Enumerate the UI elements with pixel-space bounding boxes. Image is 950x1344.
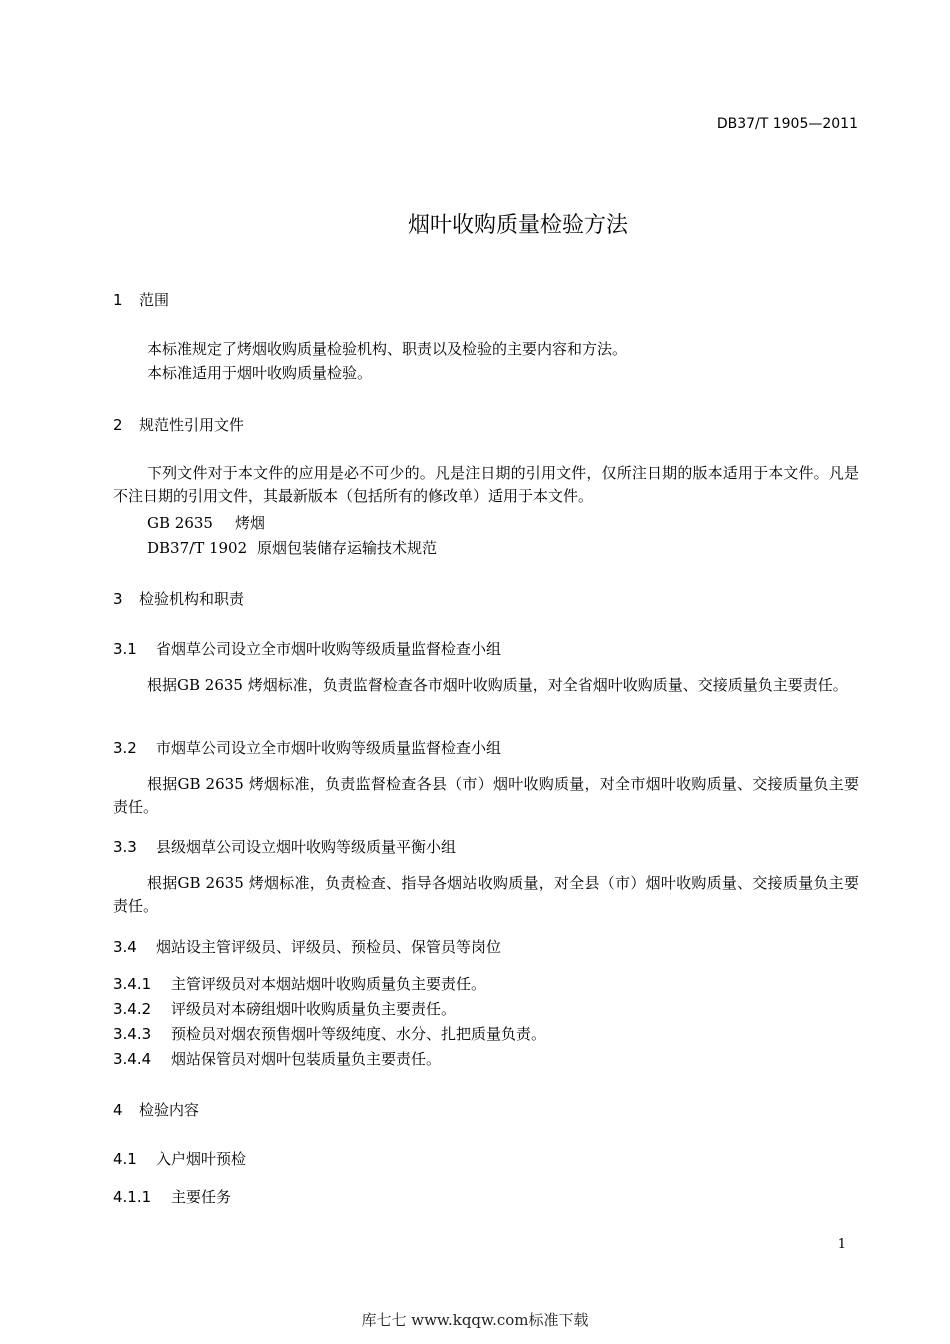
paragraph: 本标准规定了烤烟收购质量检验机构、职责以及检验的主要内容和方法。	[147, 340, 628, 358]
item-number: 3.4.1	[113, 975, 152, 993]
footer-watermark: 库七七 www.kqqw.com标准下载	[361, 1311, 589, 1329]
subsection-number: 3.1	[113, 640, 137, 658]
subsection-number: 4.1	[113, 1150, 137, 1168]
item-text: 主管评级员对本烟站烟叶收购质量负主要责任。	[171, 975, 487, 993]
subsection-number: 3.4	[113, 938, 137, 956]
reference-name: 烤烟	[235, 514, 266, 532]
item-text: 评级员对本磅组烟叶收购质量负主要责任。	[171, 1000, 457, 1018]
list-item	[113, 1048, 441, 1069]
section-4-heading	[113, 1099, 199, 1120]
section-title: 范围	[139, 291, 170, 309]
paragraph: 根据GB 2635 烤烟标准，负责监督检查各市烟叶收购质量，对全省烟叶收购质量、交接质量负主要责任。	[147, 676, 848, 694]
item-number: 3.4.2	[113, 1000, 152, 1018]
reference-code: GB 2635	[147, 514, 213, 532]
section-number: 3	[113, 590, 123, 608]
page-number: 1	[837, 1237, 846, 1252]
reference-item	[147, 512, 265, 533]
section-number: 2	[113, 416, 123, 434]
list-item	[113, 1023, 546, 1044]
section-title: 检验机构和职责	[139, 590, 245, 608]
list-item	[113, 973, 486, 994]
section-2-heading	[113, 414, 244, 435]
item-number: 3.4.3	[113, 1025, 152, 1043]
section-3-heading	[113, 588, 244, 609]
subsection-title: 县级烟草公司设立烟叶收购等级质量平衡小组	[156, 838, 457, 856]
paragraph: 下列文件对于本文件的应用是必不可少的。凡是注日期的引用文件，仅所注日期的版本适用于本文件。凡是不注日期的引用文件，其最新版本（包括所有的修改单）适用于本文件。	[113, 464, 859, 505]
subsection-3-4-heading	[113, 936, 501, 957]
subsection-title: 市烟草公司设立全市烟叶收购等级质量监督检查小组	[156, 739, 502, 757]
reference-code: DB37/T 1902	[147, 539, 248, 557]
section-number: 4	[113, 1101, 123, 1119]
standard-code: DB37/T 1905—2011	[716, 116, 858, 132]
subsection-title: 入户烟叶预检	[156, 1150, 247, 1168]
paragraph: 根据GB 2635 烤烟标准，负责检查、指导各烟站收购质量，对全县（市）烟叶收购质量、交接质量负主要责任。	[113, 874, 859, 915]
item-number: 3.4.4	[113, 1050, 152, 1068]
subsection-title: 主要任务	[171, 1188, 232, 1206]
subsection-number: 3.2	[113, 739, 137, 757]
paragraph: 根据GB 2635 烤烟标准，负责监督检查各县（市）烟叶收购质量，对全市烟叶收购质量、交接质量负主要责任。	[113, 775, 859, 816]
section-number: 1	[113, 291, 123, 309]
subsection-3-2-heading	[113, 737, 501, 758]
subsection-title: 省烟草公司设立全市烟叶收购等级质量监督检查小组	[156, 640, 502, 658]
document-title: 烟叶收购质量检验方法	[407, 213, 628, 238]
subsection-4-1-1-heading	[113, 1186, 231, 1207]
reference-item	[147, 537, 437, 558]
item-text: 预检员对烟农预售烟叶等级纯度、水分、扎把质量负责。	[171, 1025, 547, 1043]
subsection-number: 4.1.1	[113, 1188, 152, 1206]
subsection-3-1-heading	[113, 638, 501, 659]
reference-name: 原烟包装储存运输技术规范	[257, 539, 438, 557]
paragraph: 本标准适用于烟叶收购质量检验。	[147, 364, 373, 382]
section-title: 规范性引用文件	[139, 416, 245, 434]
subsection-title: 烟站设主管评级员、评级员、预检员、保管员等岗位	[156, 938, 502, 956]
section-1-heading	[113, 289, 169, 310]
list-item	[113, 998, 456, 1019]
subsection-number: 3.3	[113, 838, 137, 856]
subsection-4-1-heading	[113, 1148, 246, 1169]
subsection-3-3-heading	[113, 836, 456, 857]
item-text: 烟站保管员对烟叶包装质量负主要责任。	[171, 1050, 442, 1068]
section-title: 检验内容	[139, 1101, 200, 1119]
